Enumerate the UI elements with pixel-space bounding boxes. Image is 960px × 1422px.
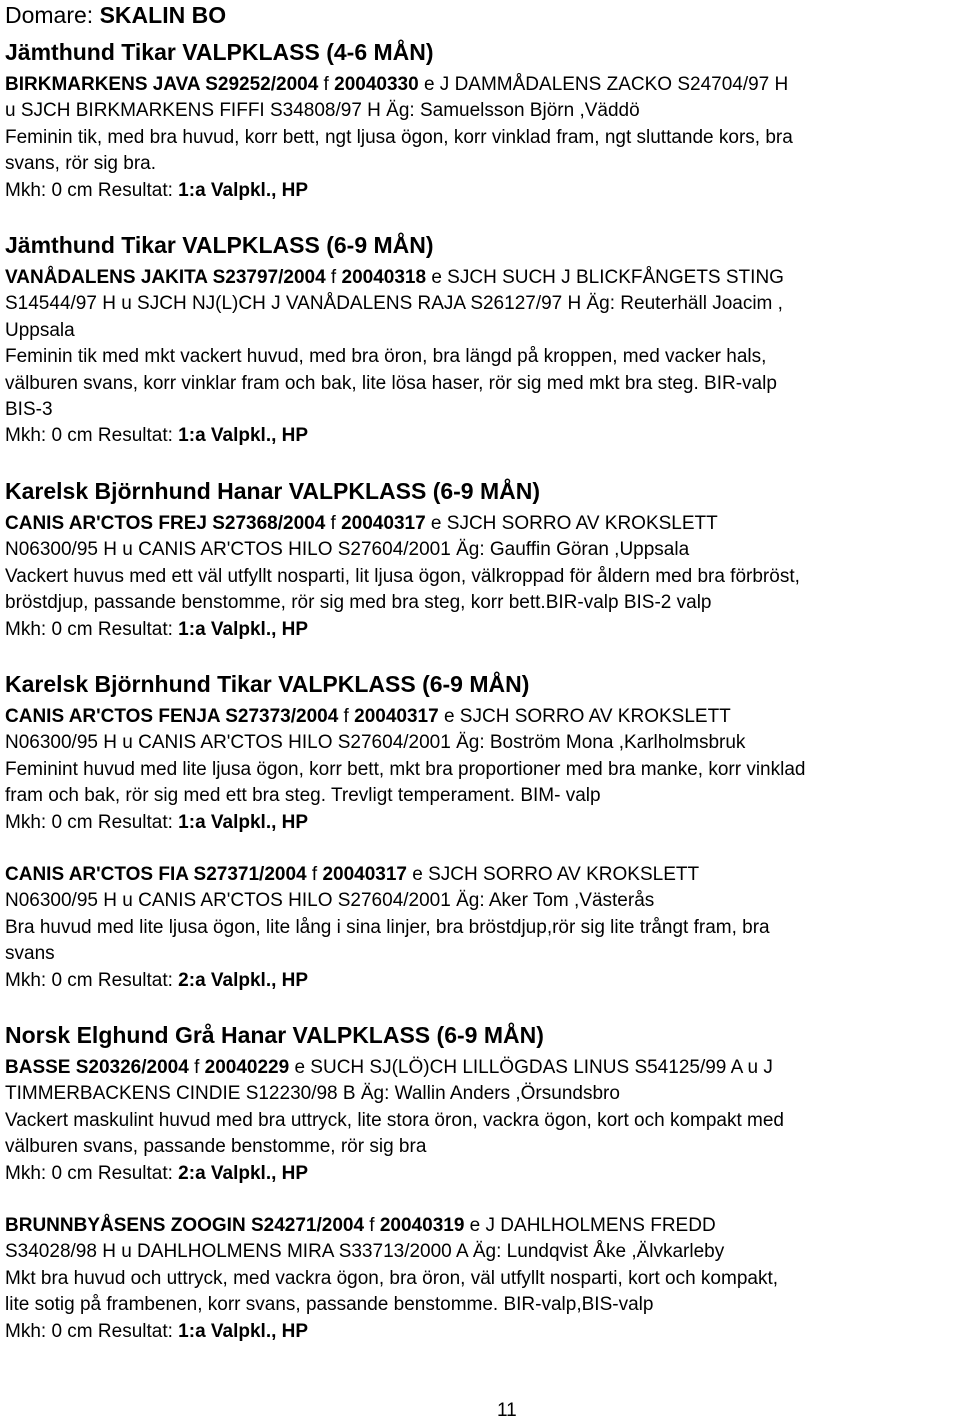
bold-text: CANIS AR'CTOS FREJ S27368/2004 <box>5 512 326 534</box>
text: u SJCH BIRKMARKENS FIFFI S34808/97 H Äg: Samuelsson Björn ,Väddö <box>5 100 640 122</box>
bold-text: 1:a Valpkl., HP <box>178 1320 309 1342</box>
class-heading: Karelsk Björnhund Tikar VALPKLASS (6-9 MÅN) <box>5 670 530 697</box>
entry-line <box>5 511 957 537</box>
entry-line <box>5 72 957 98</box>
text: Feminin tik med mkt vackert huvud, med bra öron, bra längd på kroppen, med vacker hals, <box>5 346 767 368</box>
page-number: 11 <box>497 1400 517 1421</box>
text: Mkh: 0 cm Resultat: <box>5 1162 179 1184</box>
text: Mkh: 0 cm Resultat: <box>5 969 179 991</box>
bold-text: BASSE S20326/2004 <box>5 1056 189 1078</box>
bold-text: 20040317 <box>341 512 426 534</box>
judge-label: Domare: <box>5 2 94 28</box>
bold-text: 20040229 <box>204 1056 290 1078</box>
class-section <box>5 476 957 643</box>
text: Mkh: 0 cm Resultat: <box>5 618 179 640</box>
entry-line <box>5 1213 957 1239</box>
text: fram och bak, rör sig med ett bra steg. Trevligt temperament. BIM- valp <box>5 785 601 807</box>
dog-entry <box>5 265 957 450</box>
dog-entry <box>5 862 957 994</box>
text: f <box>318 74 335 95</box>
bold-text: 1:a Valpkl., HP <box>178 811 309 833</box>
text: Bra huvud med lite ljusa ögon, lite lång i sina linjer, bra bröstdjup,rör sig lite trångt fram, bra <box>5 916 770 938</box>
text: N06300/95 H u CANIS AR'CTOS HILO S27604/2001 Äg: Aker Tom ,Västerås <box>5 890 655 912</box>
text: välburen svans, korr vinklar fram och bak, lite lösa haser, rör sig med mkt bra steg. BIR-valp <box>5 372 777 394</box>
text: f <box>364 1215 380 1236</box>
text: Vackert maskulint huvud med bra uttryck, lite stora öron, vackra ögon, kort och kompakt med <box>5 1109 784 1131</box>
bold-text: 1:a Valpkl., HP <box>178 425 309 447</box>
text: Mkt bra huvud och uttryck, med vackra ögon, bra öron, väl utfyllt nosparti, kort och kompakt, <box>5 1267 779 1289</box>
entry-line <box>5 423 957 449</box>
entry-line <box>5 1081 957 1107</box>
class-section <box>5 37 957 204</box>
entry-line <box>5 98 957 124</box>
text: Mkh: 0 cm Resultat: <box>5 1320 179 1342</box>
bold-text: BRUNNBYÅSENS ZOOGIN S24271/2004 <box>5 1215 365 1236</box>
text: e SJCH SUCH J BLICKFÅNGETS STING <box>426 267 784 289</box>
text: f <box>306 863 323 885</box>
text: N06300/95 H u CANIS AR'CTOS HILO S27604/2001 Äg: Gauffin Göran ,Uppsala <box>5 539 690 561</box>
text: svans <box>5 943 55 965</box>
entry-line <box>5 344 957 370</box>
text: TIMMERBACKENS CINDIE S12230/98 B Äg: Wallin Anders ,Örsundsbro <box>5 1083 620 1105</box>
entry-line <box>5 941 957 967</box>
judge-line <box>5 1 957 29</box>
bold-text: 1:a Valpkl., HP <box>178 618 309 640</box>
bold-text: 20040318 <box>341 267 427 289</box>
text: f <box>188 1056 205 1078</box>
bold-text: 1:a Valpkl., HP <box>178 179 309 201</box>
dog-entry <box>5 1213 957 1345</box>
text: Mkh: 0 cm Resultat: <box>5 425 179 447</box>
text: BIS-3 <box>5 399 53 421</box>
entry-line <box>5 291 957 317</box>
entry-line <box>5 810 957 836</box>
class-section <box>5 669 957 994</box>
dog-entry <box>5 704 957 836</box>
entry-line <box>5 178 957 204</box>
bold-text: BIRKMARKENS JAVA S29252/2004 <box>5 74 319 95</box>
text: Uppsala <box>5 319 75 341</box>
bold-text: 2:a Valpkl., HP <box>178 1162 309 1184</box>
entry-line <box>5 730 957 756</box>
dog-entry <box>5 511 957 643</box>
entry-line <box>5 704 957 730</box>
text: lite sotig på frambenen, korr svans, passande benstomme. BIR-valp,BIS-valp <box>5 1294 654 1316</box>
bold-text: 20040330 <box>334 74 419 95</box>
entry-line <box>5 617 957 643</box>
text: e J DAMMÅDALENS ZACKO S24704/97 H <box>418 74 789 95</box>
entry-line <box>5 564 957 590</box>
class-section <box>5 1020 957 1345</box>
text: f <box>325 512 342 534</box>
class-heading: Jämthund Tikar VALPKLASS (6-9 MÅN) <box>5 232 434 259</box>
entry-line <box>5 915 957 941</box>
bold-text: 20040317 <box>322 863 407 885</box>
dog-entry <box>5 1055 957 1187</box>
class-heading: Norsk Elghund Grå Hanar VALPKLASS (6-9 MÅN) <box>5 1021 544 1048</box>
entry-line <box>5 862 957 888</box>
entry-line <box>5 397 957 423</box>
document-page <box>5 0 957 1345</box>
entry-line <box>5 1134 957 1160</box>
entry-line <box>5 125 957 151</box>
entry-line <box>5 757 957 783</box>
text: Feminin tik, med bra huvud, korr bett, ngt ljusa ögon, korr vinklad fram, ngt sluttande kors, bra <box>5 126 793 148</box>
bold-text: 20040319 <box>379 1215 465 1236</box>
entry-line <box>5 1161 957 1187</box>
bold-text: VANÅDALENS JAKITA S23797/2004 <box>5 267 326 289</box>
class-section <box>5 230 957 450</box>
entry-line <box>5 783 957 809</box>
entry-line <box>5 968 957 994</box>
bold-text: CANIS AR'CTOS FENJA S27373/2004 <box>5 705 339 727</box>
text: f <box>325 267 342 289</box>
class-heading: Karelsk Björnhund Hanar VALPKLASS (6-9 MÅN) <box>5 477 541 504</box>
class-heading: Jämthund Tikar VALPKLASS (4-6 MÅN) <box>5 39 434 65</box>
text: bröstdjup, passande benstomme, rör sig med bra steg, korr bett.BIR-valp BIS-2 valp <box>5 592 712 614</box>
dog-entry <box>5 72 957 204</box>
text: Feminint huvud med lite ljusa ögon, korr bett, mkt bra proportioner med bra manke, korr vinklad <box>5 758 806 780</box>
text: e SJCH SORRO AV KROKSLETT <box>407 863 700 885</box>
bold-text: CANIS AR'CTOS FIA S27371/2004 <box>5 863 307 885</box>
text: Mkh: 0 cm Resultat: <box>5 179 179 201</box>
text: e SJCH SORRO AV KROKSLETT <box>438 705 731 727</box>
text: S34028/98 H u DAHLHOLMENS MIRA S33713/2000 A Äg: Lundqvist Åke ,Älvkarleby <box>5 1241 725 1263</box>
entry-line <box>5 1292 957 1318</box>
entry-line <box>5 318 957 344</box>
bold-text: 2:a Valpkl., HP <box>178 969 309 991</box>
entry-line <box>5 1319 957 1345</box>
entry-line <box>5 265 957 291</box>
text: f <box>338 705 355 727</box>
entry-line <box>5 1266 957 1292</box>
text: Vackert huvus med ett väl utfyllt nosparti, lit ljusa ögon, välkroppad för åldern med bra förbröst, <box>5 565 800 587</box>
text: e J DAHLHOLMENS FREDD <box>464 1215 716 1236</box>
text: e SUCH SJ(LÖ)CH LILLÖGDAS LINUS S54125/99 A u J <box>289 1056 773 1078</box>
judge-name: SKALIN BO <box>99 2 227 28</box>
entry-line <box>5 371 957 397</box>
text: e SJCH SORRO AV KROKSLETT <box>425 512 718 534</box>
text: välburen svans, passande benstomme, rör sig bra <box>5 1136 427 1158</box>
entry-line <box>5 1239 957 1265</box>
text: N06300/95 H u CANIS AR'CTOS HILO S27604/2001 Äg: Boström Mona ,Karlholmsbruk <box>5 732 746 754</box>
bold-text: 20040317 <box>354 705 439 727</box>
text: Mkh: 0 cm Resultat: <box>5 811 179 833</box>
entry-line <box>5 1055 957 1081</box>
text: svans, rör sig bra. <box>5 153 156 175</box>
entry-line <box>5 888 957 914</box>
class-sections <box>5 37 957 1345</box>
entry-line <box>5 537 957 563</box>
text: S14544/97 H u SJCH NJ(L)CH J VANÅDALENS RAJA S26127/97 H Äg: Reuterhäll Joacim , <box>5 293 783 315</box>
entry-line <box>5 590 957 616</box>
entry-line <box>5 1108 957 1134</box>
entry-line <box>5 151 957 177</box>
